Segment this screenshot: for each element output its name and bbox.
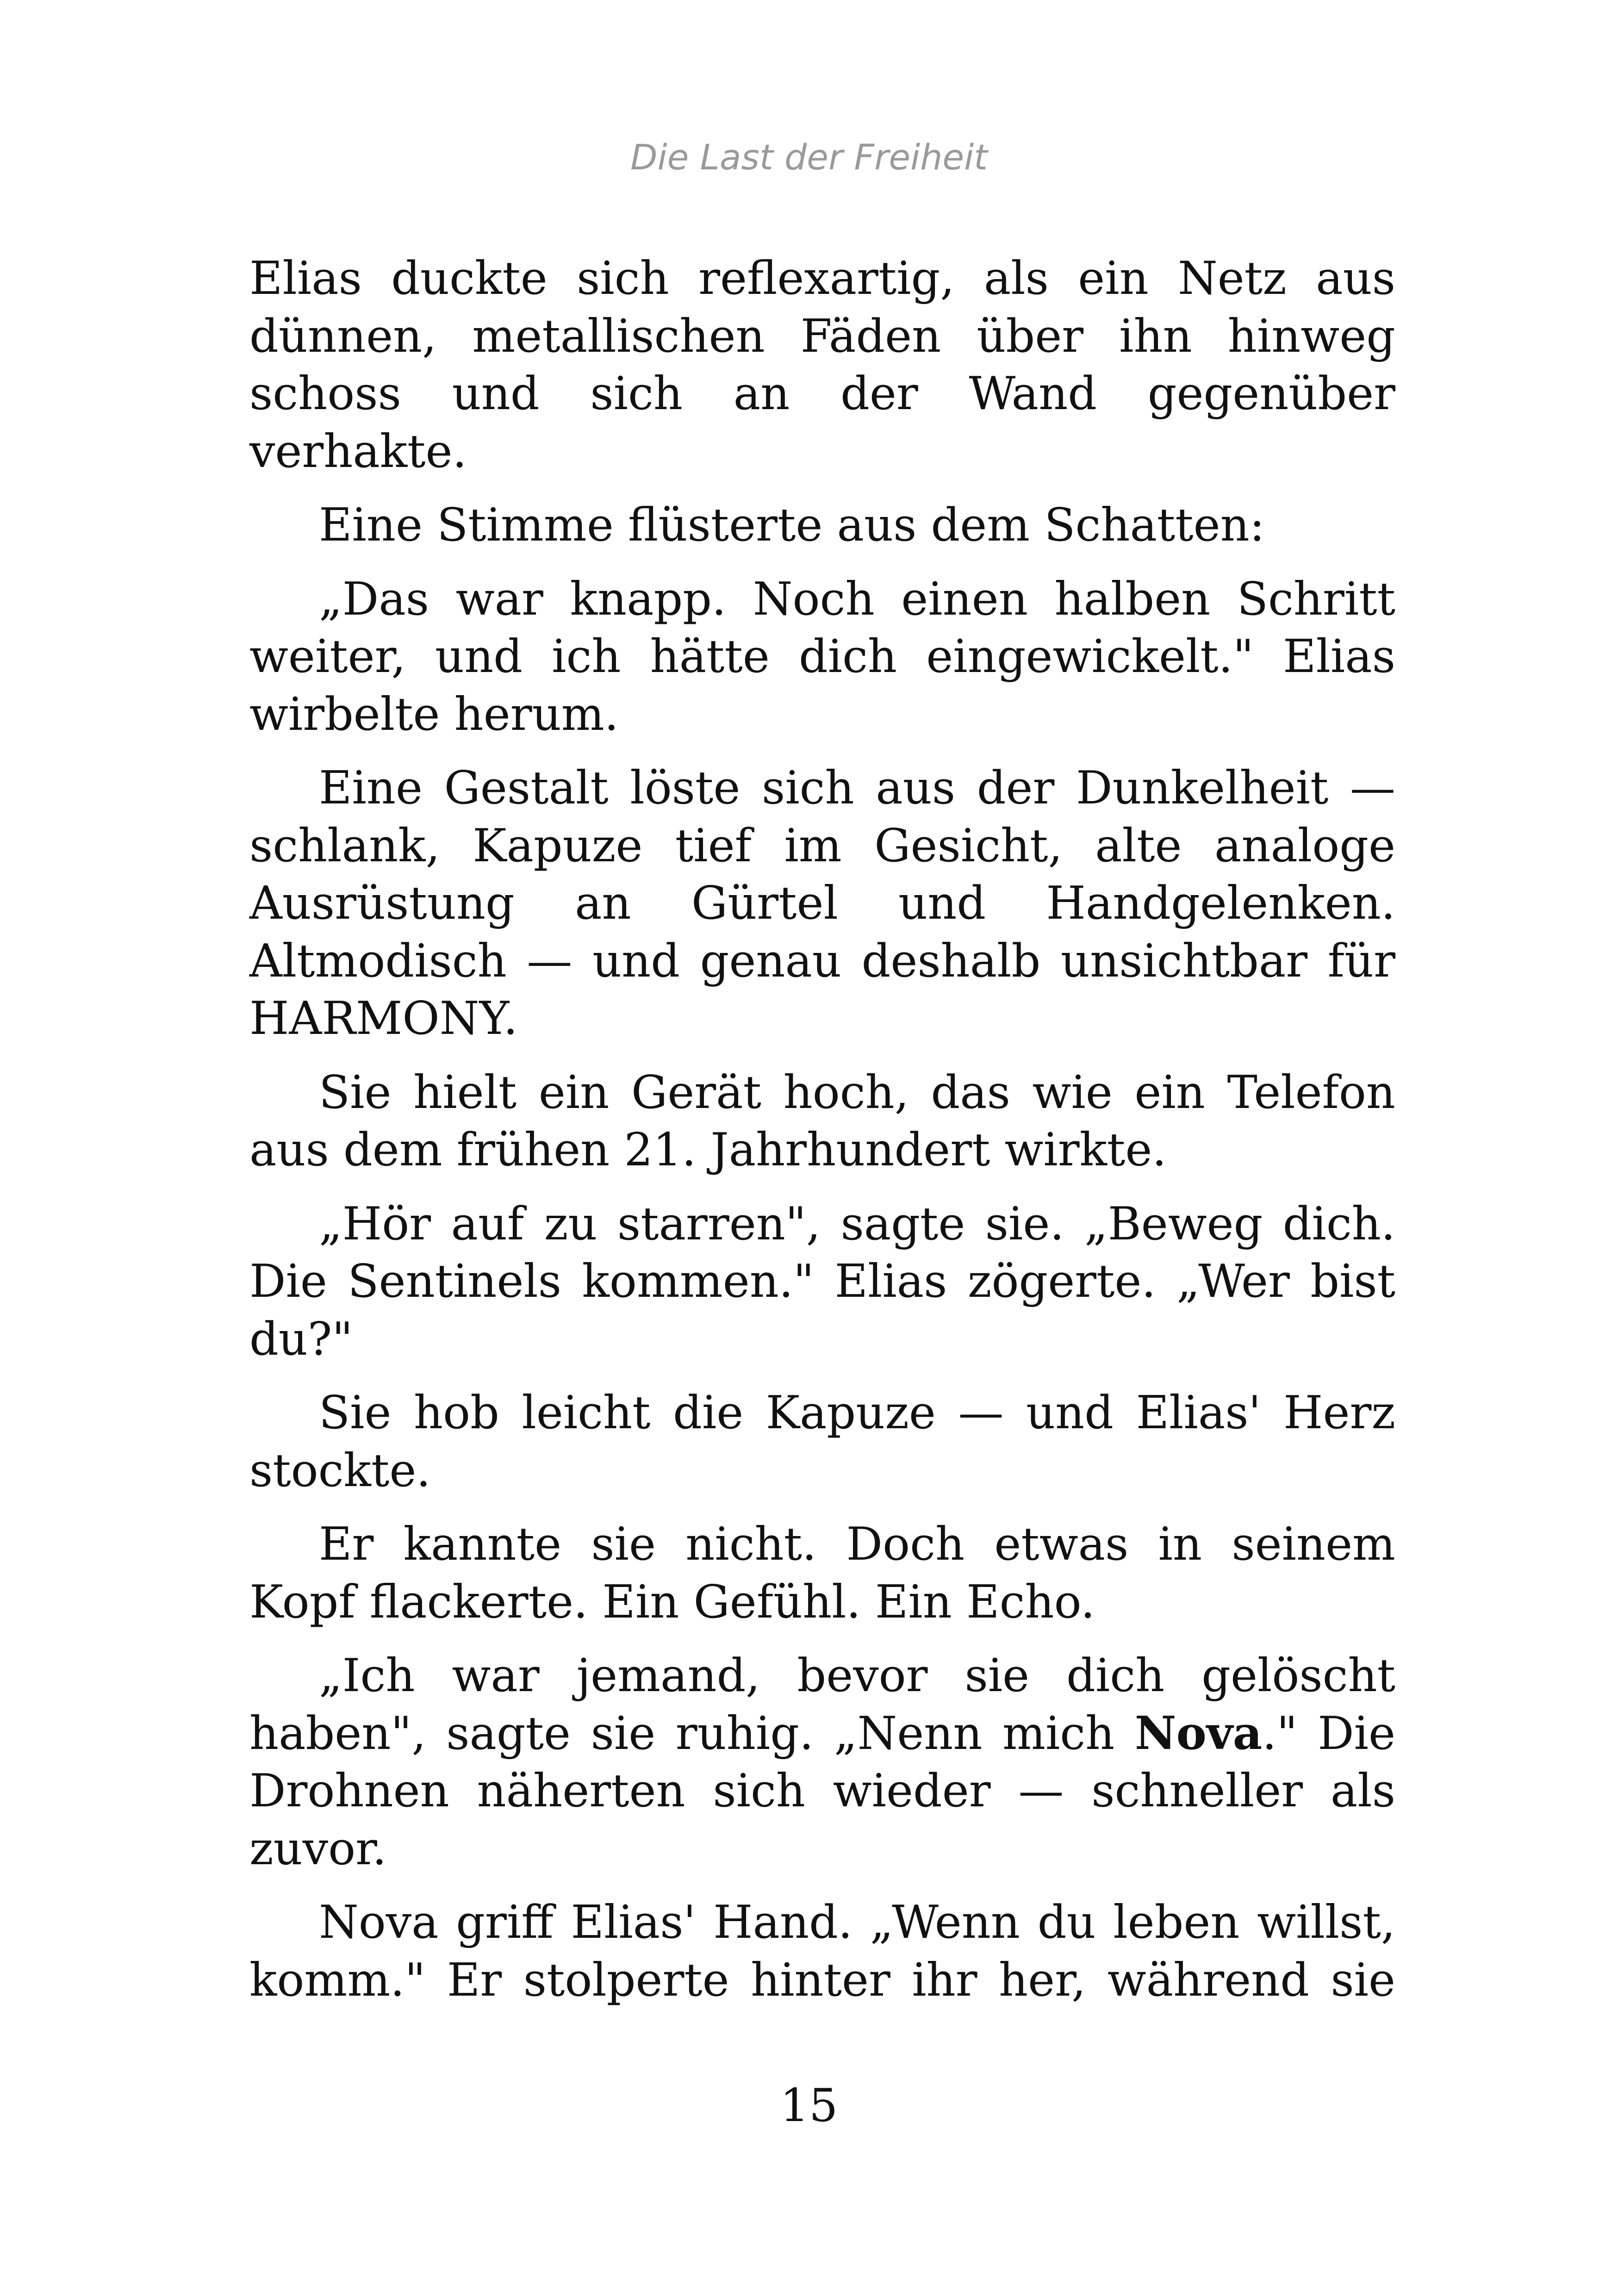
- body-text: [249, 250, 1395, 2009]
- paragraph: Sie hob leicht die Kapuze — und Elias' Herz stockte.: [249, 1387, 1395, 1497]
- paragraph-text: ." Die Drohnen näherten sich wieder — schneller als zuvor.: [249, 1707, 1395, 1875]
- paragraph-text: „Ich war jemand, bevor sie dich gelöscht haben", sagte sie ruhig. „Nenn mich: [249, 1649, 1395, 1760]
- paragraph: Eine Gestalt löste sich aus der Dunkelheit — schlank, Kapuze tief im Gesicht, alte analoge Ausrüstung an Gürtel und Handgelenken. Altmodisch — und genau deshalb unsichtbar für HARMONY.: [249, 762, 1395, 1045]
- paragraph: Er kannte sie nicht. Doch etwas in seinem Kopf flackerte. Ein Gefühl. Ein Echo.: [249, 1518, 1395, 1629]
- character-name-bold: Nova: [1134, 1706, 1263, 1760]
- paragraph: Nova griff Elias' Hand. „Wenn du leben willst, komm." Er stolperte hinter ihr her, während sie: [249, 1896, 1395, 2007]
- paragraph: Sie hielt ein Gerät hoch, das wie ein Telefon aus dem frühen 21. Jahrhundert wirkte.: [249, 1066, 1395, 1176]
- paragraph: „Hör auf zu starren", sagte sie. „Beweg dich. Die Sentinels kommen." Elias zögerte. „Wer bist du?": [249, 1197, 1395, 1366]
- paragraph: Eine Stimme flüsterte aus dem Schatten:: [319, 499, 1265, 552]
- running-header: Die Last der Freiheit: [630, 137, 988, 178]
- paragraph: [249, 1647, 1395, 1878]
- paragraph: „Das war knapp. Noch einen halben Schritt weiter, und ich hätte dich eingewickelt." Elias wirbelte herum.: [249, 572, 1395, 741]
- page-number: 15: [780, 2079, 838, 2132]
- paragraph: Elias duckte sich reflexartig, als ein Netz aus dünnen, metallischen Fäden über ihn hinweg schoss und sich an der Wand gegenüber verhakte.: [249, 252, 1395, 478]
